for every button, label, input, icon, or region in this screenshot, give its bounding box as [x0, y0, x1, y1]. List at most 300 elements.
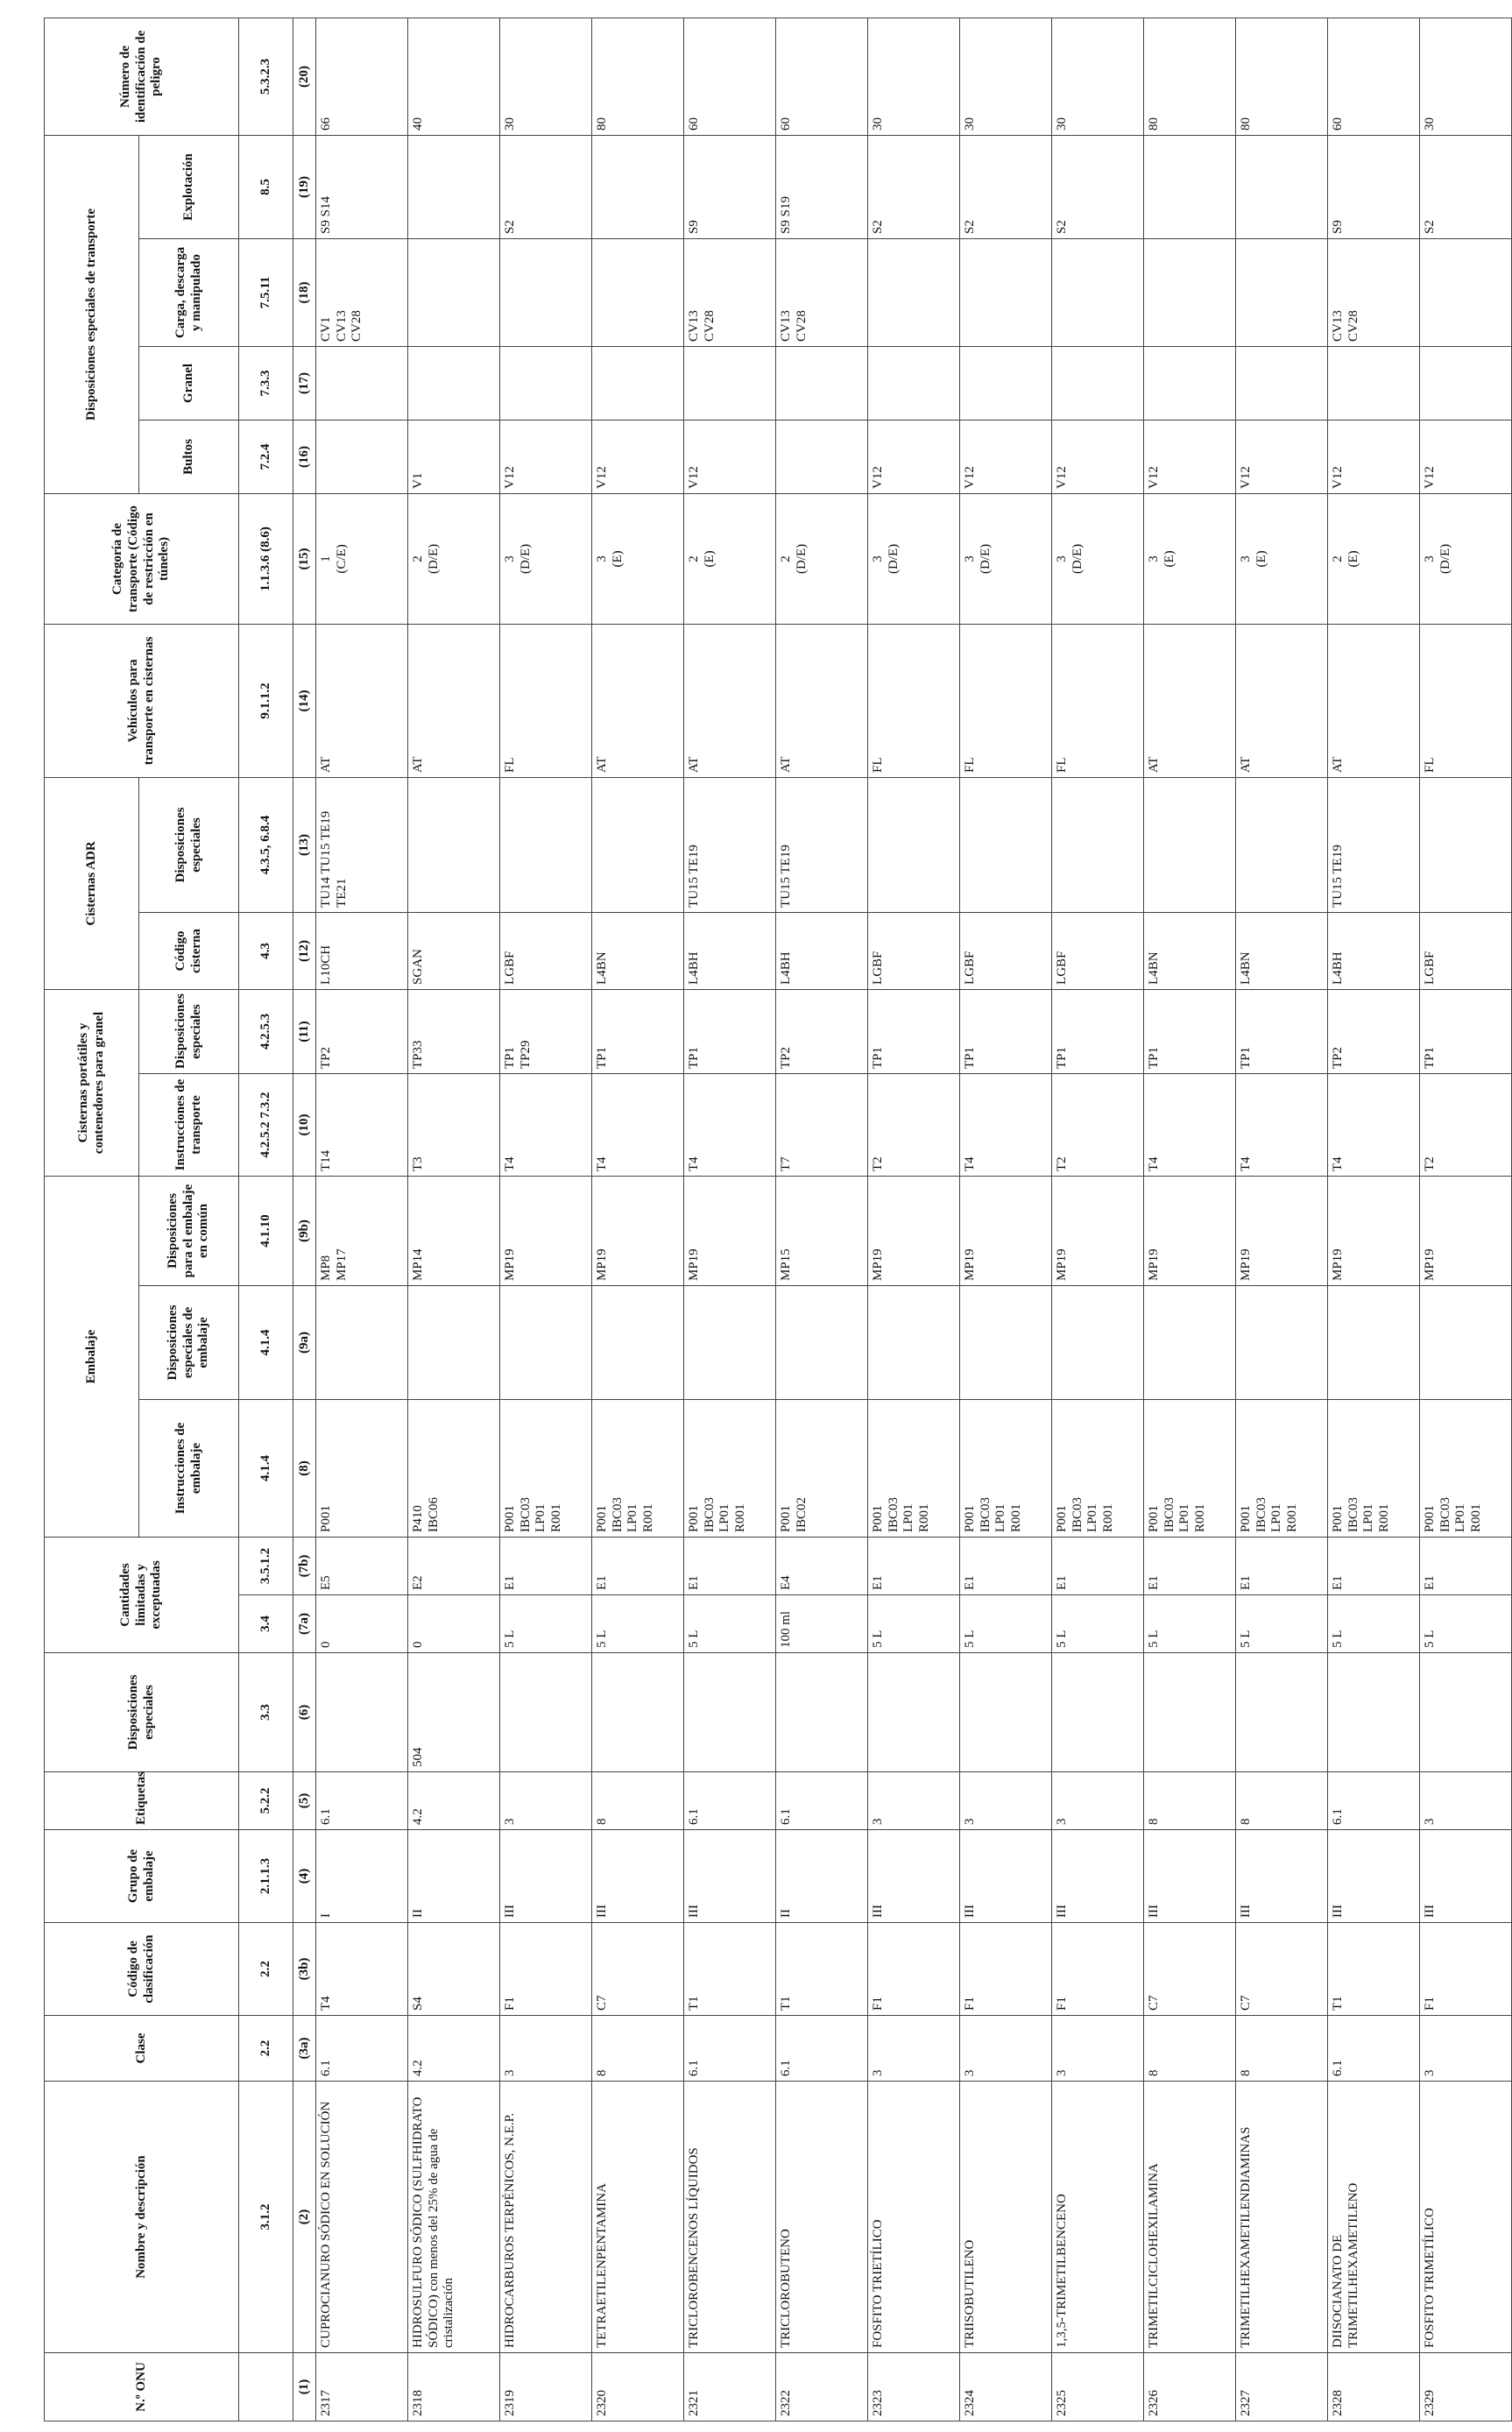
cell-line: CV28: [794, 310, 809, 342]
transport-category-value: 3: [1055, 555, 1069, 562]
labels-cell: 3: [1420, 1772, 1512, 1830]
tank-special-cell: [1420, 777, 1512, 912]
packing-special-cell: [868, 1286, 960, 1400]
special-provisions-cell: [1236, 1653, 1328, 1772]
cell-line: P001: [1147, 1505, 1161, 1532]
loading-cell: [1052, 238, 1144, 346]
name-cell: TETRAETILENPENTAMINA: [592, 2082, 684, 2353]
header-transport-category: Categoría de transporte (Código de restricción en túneles): [45, 493, 239, 624]
operation-cell: S9: [1328, 135, 1420, 238]
class-cell: 4.2: [408, 2016, 500, 2082]
packages-cell: V1: [408, 420, 500, 493]
cell-line: LP01: [625, 1503, 640, 1532]
mixed-packing-cell: [316, 1176, 408, 1285]
cell-line: MP19: [1423, 1248, 1437, 1281]
header-un-no: N.º ONU: [45, 2353, 239, 2421]
class-cell: 8: [1236, 2016, 1328, 2082]
bulk-cell: [1236, 346, 1328, 420]
cell-line: IBC03: [518, 1496, 533, 1532]
cell-line: TP1: [595, 1046, 609, 1069]
un-number-cell: 2328: [1328, 2353, 1420, 2421]
packing-special-cell: [1420, 1286, 1512, 1400]
tunnel-code-value: (D/E): [978, 543, 993, 575]
packing-group-cell: III: [684, 1830, 776, 1923]
cell-line: TP29: [518, 1040, 533, 1069]
column-number: (9b): [293, 1176, 316, 1285]
operation-cell: [1144, 135, 1236, 238]
packing-group-cell: III: [500, 1830, 592, 1923]
operation-cell: S9 S14: [316, 135, 408, 238]
name-cell: TRIISOBUTILENO: [960, 2082, 1052, 2353]
limited-quantity-cell: 5 L: [684, 1595, 776, 1653]
cell-line: CV13: [1331, 310, 1345, 342]
hazard-id-cell: 30: [500, 18, 592, 135]
limited-quantity-cell: 5 L: [960, 1595, 1052, 1653]
column-number: (14): [293, 624, 316, 777]
limited-quantity-cell: 0: [316, 1595, 408, 1653]
column-number: (20): [293, 18, 316, 135]
limited-quantity-cell: 5 L: [1144, 1595, 1236, 1653]
classification-code-cell: F1: [1420, 1923, 1512, 2016]
un-number-cell: 2324: [960, 2353, 1052, 2421]
transport-category-value: 3: [503, 555, 517, 562]
portable-instructions-cell: T4: [960, 1073, 1052, 1176]
vehicle-cell: AT: [776, 624, 868, 777]
tank-code-cell: LGBF: [1420, 912, 1512, 989]
tank-special-cell: [1052, 777, 1144, 912]
special-provisions-cell: [1144, 1653, 1236, 1772]
limited-quantity-cell: 0: [408, 1595, 500, 1653]
cell-line: TP1: [963, 1046, 977, 1069]
transport-category-cell: [776, 493, 868, 624]
vehicle-cell: FL: [1052, 624, 1144, 777]
limited-quantity-cell: 5 L: [1236, 1595, 1328, 1653]
operation-cell: [1236, 135, 1328, 238]
ref-cell: 4.1.10: [239, 1176, 293, 1285]
packing-group-cell: III: [1144, 1830, 1236, 1923]
cell-line: MP19: [1147, 1248, 1161, 1281]
ref-cell: 7.3.3: [239, 346, 293, 420]
header-adr-tanks: Cisternas ADR: [45, 777, 139, 989]
header-class-code: Código de clasificación: [45, 1923, 239, 2016]
ref-cell: 4.3: [239, 912, 293, 989]
cell-line: R001: [1193, 1503, 1208, 1532]
portable-instructions-cell: T3: [408, 1073, 500, 1176]
cell-line: TP1: [503, 1046, 517, 1069]
transport-category-cell: [316, 493, 408, 624]
tank-code-cell: L4BH: [776, 912, 868, 989]
cell-line: R001: [917, 1503, 932, 1532]
column-number: (7b): [293, 1538, 316, 1595]
portable-special-cell: [500, 989, 592, 1073]
name-cell: TRICLOROBENCENOS LÍQUIDOS: [684, 2082, 776, 2353]
cell-line: MP17: [334, 1248, 349, 1281]
cell-line: IBC03: [610, 1496, 625, 1532]
loading-cell: [316, 238, 408, 346]
excepted-quantity-cell: E1: [500, 1538, 592, 1595]
hazard-id-cell: 30: [868, 18, 960, 135]
classification-code-cell: C7: [592, 1923, 684, 2016]
class-cell: 3: [1052, 2016, 1144, 2082]
header-loading: Carga, descarga y manipulado: [139, 238, 239, 346]
packing-instructions-cell: [868, 1400, 960, 1538]
transport-category-cell: [960, 493, 1052, 624]
excepted-quantity-cell: E1: [684, 1538, 776, 1595]
bulk-cell: [592, 346, 684, 420]
operation-cell: S9: [684, 135, 776, 238]
vehicle-cell: AT: [1144, 624, 1236, 777]
column-number: (5): [293, 1772, 316, 1830]
bulk-cell: [684, 346, 776, 420]
cell-line: MP19: [1239, 1248, 1253, 1281]
transport-category-cell: [408, 493, 500, 624]
packing-instructions-cell: [1052, 1400, 1144, 1538]
limited-quantity-cell: 5 L: [1052, 1595, 1144, 1653]
column-number: (8): [293, 1400, 316, 1538]
cell-line: CV1: [319, 316, 333, 342]
portable-instructions-cell: T2: [1420, 1073, 1512, 1176]
cell-line: TP2: [319, 1046, 333, 1069]
ref-cell: 2.2: [239, 1923, 293, 2016]
portable-instructions-cell: T4: [1144, 1073, 1236, 1176]
ref-cell: 8.5: [239, 135, 293, 238]
packing-group-cell: III: [1052, 1830, 1144, 1923]
portable-special-cell: [1420, 989, 1512, 1073]
class-cell: 3: [500, 2016, 592, 2082]
packing-instructions-cell: [776, 1400, 868, 1538]
portable-special-cell: [408, 989, 500, 1073]
ref-cell: 3.5.1.2: [239, 1538, 293, 1595]
tank-special-cell: TU15 TE19: [776, 777, 868, 912]
cell-line: P001: [1423, 1505, 1437, 1532]
class-cell: 6.1: [776, 2016, 868, 2082]
cell-line: P001: [963, 1505, 977, 1532]
packing-instructions-cell: [316, 1400, 408, 1538]
portable-instructions-cell: T7: [776, 1073, 868, 1176]
cell-line: P001: [1239, 1505, 1253, 1532]
class-cell: 3: [868, 2016, 960, 2082]
vehicle-cell: AT: [1328, 624, 1420, 777]
cell-line: TP1: [1147, 1046, 1161, 1069]
un-number-cell: 2322: [776, 2353, 868, 2421]
table-row: [684, 18, 776, 2421]
limited-quantity-cell: 5 L: [1328, 1595, 1420, 1653]
excepted-quantity-cell: E1: [868, 1538, 960, 1595]
packages-cell: V12: [960, 420, 1052, 493]
packing-instructions-cell: [684, 1400, 776, 1538]
packing-group-cell: III: [868, 1830, 960, 1923]
operation-cell: [408, 135, 500, 238]
packing-group-cell: II: [408, 1830, 500, 1923]
portable-special-cell: [1052, 989, 1144, 1073]
cell-line: IBC03: [1254, 1496, 1268, 1532]
ref-cell: 4.2.5.3: [239, 989, 293, 1073]
transport-category-value: 2: [1331, 555, 1345, 562]
column-number: (18): [293, 238, 316, 346]
loading-cell: [1144, 238, 1236, 346]
un-number-cell: 2320: [592, 2353, 684, 2421]
cell-line: TP1: [871, 1046, 885, 1069]
header-labels: Etiquetas: [45, 1772, 239, 1830]
operation-cell: S2: [500, 135, 592, 238]
packages-cell: V12: [1328, 420, 1420, 493]
special-provisions-cell: [684, 1653, 776, 1772]
cell-line: R001: [1469, 1503, 1484, 1532]
tank-code-cell: L4BN: [592, 912, 684, 989]
hazard-id-cell: 30: [1052, 18, 1144, 135]
classification-code-cell: T1: [1328, 1923, 1420, 2016]
tank-code-cell: L4BH: [1328, 912, 1420, 989]
bulk-cell: [1328, 346, 1420, 420]
mixed-packing-cell: [684, 1176, 776, 1285]
tunnel-code-value: (E): [1346, 550, 1360, 568]
cell-line: LP01: [901, 1503, 916, 1532]
tank-code-cell: L4BN: [1236, 912, 1328, 989]
cell-line: P001: [1331, 1505, 1345, 1532]
loading-cell: [1328, 238, 1420, 346]
ref-cell: 3.3: [239, 1653, 293, 1772]
vehicle-cell: AT: [1236, 624, 1328, 777]
packing-special-cell: [684, 1286, 776, 1400]
packing-group-cell: III: [1236, 1830, 1328, 1923]
labels-cell: 6.1: [684, 1772, 776, 1830]
mixed-packing-cell: [1144, 1176, 1236, 1285]
tank-code-cell: SGAN: [408, 912, 500, 989]
classification-code-cell: T4: [316, 1923, 408, 2016]
transport-category-value: 3: [1147, 555, 1161, 562]
class-cell: 3: [960, 2016, 1052, 2082]
cell-line: CV13: [687, 310, 701, 342]
column-number: (12): [293, 912, 316, 989]
packages-cell: [776, 420, 868, 493]
classification-code-cell: F1: [1052, 1923, 1144, 2016]
ref-cell: 1.1.3.6 (8.6): [239, 493, 293, 624]
excepted-quantity-cell: E4: [776, 1538, 868, 1595]
table-row: [960, 18, 1052, 2421]
tunnel-code-value: (D/E): [1438, 543, 1452, 575]
portable-instructions-cell: T2: [1052, 1073, 1144, 1176]
column-number: (3b): [293, 1923, 316, 2016]
portable-instructions-cell: T14: [316, 1073, 408, 1176]
name-cell: HIDROCARBUROS TERPÉNICOS, N.E.P.: [500, 2082, 592, 2353]
classification-code-cell: C7: [1144, 1923, 1236, 2016]
cell-line: TP1: [687, 1046, 701, 1069]
operation-cell: S2: [1420, 135, 1512, 238]
cell-line: IBC03: [1438, 1496, 1452, 1532]
cell-line: CV28: [702, 310, 717, 342]
cell-line: MP19: [963, 1248, 977, 1281]
packing-special-cell: [592, 1286, 684, 1400]
ref-cell: [239, 2353, 293, 2421]
limited-quantity-cell: 5 L: [868, 1595, 960, 1653]
packages-cell: V12: [684, 420, 776, 493]
cell-line: P001: [871, 1505, 885, 1532]
cell-line: LP01: [533, 1503, 548, 1532]
vehicle-cell: FL: [868, 624, 960, 777]
header-name: Nombre y descripción: [45, 2082, 239, 2353]
tunnel-code-value: (D/E): [886, 543, 901, 575]
table-row: [408, 18, 500, 2421]
special-provisions-cell: [1328, 1653, 1420, 1772]
cell-line: LP01: [1177, 1503, 1192, 1532]
mixed-packing-cell: [1420, 1176, 1512, 1285]
cell-line: CV13: [334, 310, 349, 342]
vehicle-cell: FL: [960, 624, 1052, 777]
packages-cell: V12: [1052, 420, 1144, 493]
classification-code-cell: F1: [960, 1923, 1052, 2016]
limited-quantity-cell: 100 ml: [776, 1595, 868, 1653]
packing-instructions-cell: [960, 1400, 1052, 1538]
tunnel-code-value: (E): [1162, 550, 1176, 568]
tank-code-cell: LGBF: [868, 912, 960, 989]
bulk-cell: [960, 346, 1052, 420]
excepted-quantity-cell: E1: [1144, 1538, 1236, 1595]
class-cell: 3: [1420, 2016, 1512, 2082]
cell-line: IBC03: [978, 1496, 993, 1532]
bulk-cell: [408, 346, 500, 420]
transport-category-cell: [684, 493, 776, 624]
packing-instructions-cell: [1420, 1400, 1512, 1538]
transport-category-cell: [1420, 493, 1512, 624]
ref-cell: 7.5.11: [239, 238, 293, 346]
hazard-id-cell: 40: [408, 18, 500, 135]
portable-special-cell: [316, 989, 408, 1073]
cell-line: LP01: [1361, 1503, 1376, 1532]
ref-cell: 5.3.2.3: [239, 18, 293, 135]
cell-line: P001: [503, 1505, 517, 1532]
hazard-id-cell: 60: [776, 18, 868, 135]
tank-special-cell: [960, 777, 1052, 912]
mixed-packing-cell: [776, 1176, 868, 1285]
hazard-id-cell: 66: [316, 18, 408, 135]
packages-cell: V12: [592, 420, 684, 493]
column-number: (16): [293, 420, 316, 493]
excepted-quantity-cell: E1: [1236, 1538, 1328, 1595]
cell-line: R001: [1009, 1503, 1024, 1532]
cell-line: IBC02: [794, 1496, 809, 1532]
cell-line: MP15: [779, 1248, 793, 1281]
loading-cell: [960, 238, 1052, 346]
cell-line: LP01: [1269, 1503, 1284, 1532]
name-cell: DIISOCIANATO DE TRIMETILHEXAMETILENO: [1328, 2082, 1420, 2353]
packing-special-cell: [408, 1286, 500, 1400]
packing-special-cell: [776, 1286, 868, 1400]
un-number-cell: 2326: [1144, 2353, 1236, 2421]
table-row: [500, 18, 592, 2421]
packing-group-cell: III: [1328, 1830, 1420, 1923]
packing-special-cell: [1144, 1286, 1236, 1400]
transport-category-value: 3: [871, 555, 885, 562]
labels-cell: 8: [592, 1772, 684, 1830]
transport-category-value: 2: [779, 555, 793, 562]
cell-line: R001: [549, 1503, 564, 1532]
ref-cell: 4.3.5, 6.8.4: [239, 777, 293, 912]
column-number: (6): [293, 1653, 316, 1772]
hazard-id-cell: 60: [1328, 18, 1420, 135]
hazard-id-cell: 80: [1236, 18, 1328, 135]
class-cell: 8: [592, 2016, 684, 2082]
mixed-packing-cell: [1236, 1176, 1328, 1285]
tank-special-cell: [1144, 777, 1236, 912]
classification-code-cell: T1: [684, 1923, 776, 2016]
operation-cell: S2: [1052, 135, 1144, 238]
cell-line: IBC03: [702, 1496, 717, 1532]
transport-category-value: 1: [319, 555, 333, 562]
hazard-id-cell: 80: [1144, 18, 1236, 135]
column-number: (1): [293, 2353, 316, 2421]
header-transport-special: Disposiciones especiales de transporte: [45, 135, 139, 493]
tank-code-cell: L4BH: [684, 912, 776, 989]
cell-line: MP19: [595, 1248, 609, 1281]
cell-line: MP19: [1055, 1248, 1069, 1281]
portable-special-cell: [592, 989, 684, 1073]
transport-category-cell: [1328, 493, 1420, 624]
tank-code-cell: LGBF: [960, 912, 1052, 989]
tunnel-code-value: (D/E): [518, 543, 533, 575]
portable-instructions-cell: T2: [868, 1073, 960, 1176]
loading-cell: [1420, 238, 1512, 346]
cell-line: IBC03: [1070, 1496, 1085, 1532]
class-cell: 6.1: [1328, 2016, 1420, 2082]
excepted-quantity-cell: E1: [1052, 1538, 1144, 1595]
vehicle-cell: FL: [1420, 624, 1512, 777]
cell-line: LP01: [1453, 1503, 1468, 1532]
labels-cell: 8: [1236, 1772, 1328, 1830]
transport-category-cell: [500, 493, 592, 624]
header-portable-special: Disposiciones especiales: [139, 989, 239, 1073]
hazard-id-cell: 30: [960, 18, 1052, 135]
packing-group-cell: III: [960, 1830, 1052, 1923]
packages-cell: V12: [1236, 420, 1328, 493]
un-number-cell: 2323: [868, 2353, 960, 2421]
special-provisions-cell: [592, 1653, 684, 1772]
classification-code-cell: T1: [776, 1923, 868, 2016]
tank-special-cell: TU15 TE19: [684, 777, 776, 912]
header-packing-special: Disposiciones especiales de embalaje: [139, 1286, 239, 1400]
ref-cell: 9.1.1.2: [239, 624, 293, 777]
column-number: (11): [293, 989, 316, 1073]
tank-special-cell: [1236, 777, 1328, 912]
mixed-packing-cell: [868, 1176, 960, 1285]
column-number: (2): [293, 2082, 316, 2353]
cell-line: CV13: [779, 310, 793, 342]
column-number: (10): [293, 1073, 316, 1176]
special-provisions-cell: [960, 1653, 1052, 1772]
packages-cell: V12: [500, 420, 592, 493]
vehicle-cell: AT: [684, 624, 776, 777]
header-mixed-packing: Disposiciones para el embalaje en común: [139, 1176, 239, 1285]
class-cell: 6.1: [684, 2016, 776, 2082]
transport-category-value: 3: [595, 555, 609, 562]
name-cell: TRICLOROBUTENO: [776, 2082, 868, 2353]
transport-category-cell: [592, 493, 684, 624]
column-number: (7a): [293, 1595, 316, 1653]
cell-line: P001: [595, 1505, 609, 1532]
cell-line: R001: [1101, 1503, 1116, 1532]
column-number: (19): [293, 135, 316, 238]
loading-cell: [684, 238, 776, 346]
tunnel-code-value: (D/E): [426, 543, 441, 575]
special-provisions-cell: [1052, 1653, 1144, 1772]
un-number-cell: 2327: [1236, 2353, 1328, 2421]
portable-special-cell: [684, 989, 776, 1073]
ref-cell: 7.2.4: [239, 420, 293, 493]
cell-line: TP1: [1239, 1046, 1253, 1069]
header-special-provisions: Disposiciones especiales: [45, 1653, 239, 1772]
packages-cell: [316, 420, 408, 493]
hazard-id-cell: 30: [1420, 18, 1512, 135]
bulk-cell: [1144, 346, 1236, 420]
